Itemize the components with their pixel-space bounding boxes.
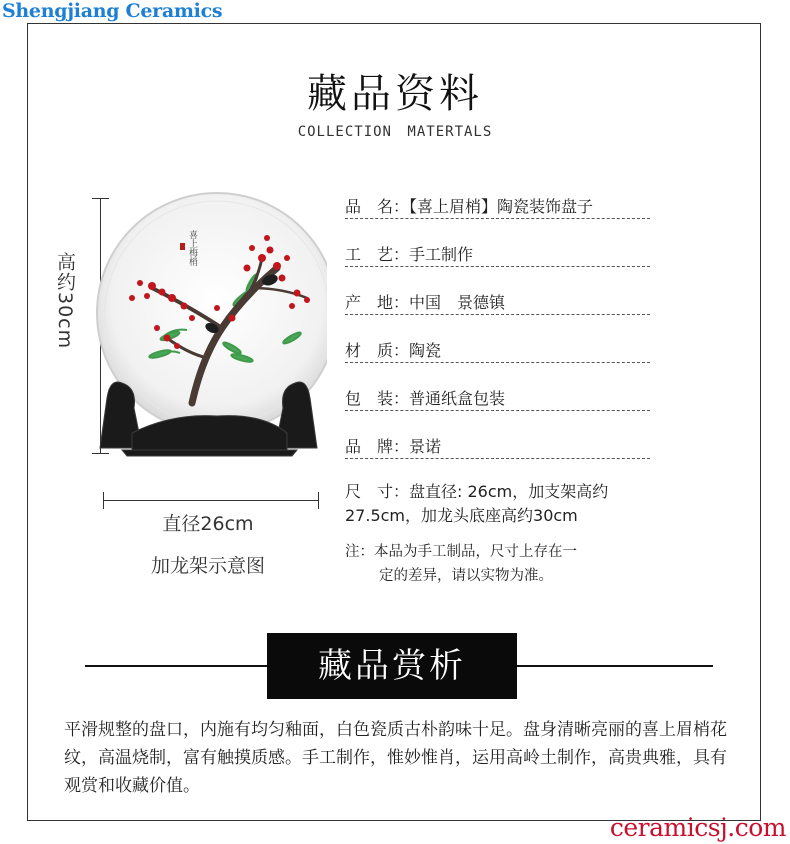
- spec-note-line2: 定的差异，请以实物为准。: [379, 568, 553, 584]
- spec-value: 景诺: [409, 437, 442, 456]
- spec-size: [345, 480, 675, 528]
- width-dimension-cap-left: [103, 492, 104, 509]
- page-subtitle: COLLECTION MATERTALS: [297, 124, 493, 140]
- spec-size-line1: 尺 寸：盘直径: 26cm，加支架高约: [345, 482, 609, 501]
- plate-seal: [180, 243, 185, 250]
- page-title: 藏品资料: [307, 71, 483, 117]
- spec-key: 产 地: [345, 293, 394, 312]
- plate-illustration: [92, 188, 327, 458]
- spec-note-line1: 注：本品为手工制品，尺寸上存在一: [345, 544, 577, 560]
- width-dimension-cap-right: [318, 492, 319, 509]
- spec-key: 品 名: [345, 197, 394, 216]
- spec-value: 普通纸盒包装: [409, 389, 506, 408]
- spec-key: 工 艺: [345, 245, 394, 264]
- watermark-top: Shengjiang Ceramics: [2, 0, 223, 22]
- spec-value: 手工制作: [409, 245, 474, 264]
- spec-row-craft: 工 艺：手工制作: [345, 242, 650, 267]
- description-text: 平滑规整的盘口，内施有均匀釉面，白色瓷质古朴韵味十足。盘身清晰亮丽的喜上眉梢花纹，高温烧制，富有触摸质感。手工制作，惟妙惟肖，运用高岭土制作，高贵典雅，具有观赏和收藏价值。: [64, 720, 727, 796]
- spec-key: 品 牌: [345, 437, 394, 456]
- section-banner: [267, 633, 517, 699]
- spec-value: 中国 景德镇: [409, 293, 506, 312]
- height-label: 高约30cm: [54, 252, 76, 350]
- section-title: 藏品赏析: [318, 646, 466, 686]
- spec-row-brand: 品 牌：景诺: [345, 434, 650, 459]
- spec-row-material: 材 质：陶瓷: [345, 338, 650, 363]
- spec-row-name: 品 名：【喜上眉梢】陶瓷装饰盘子: [345, 194, 650, 219]
- width-label: 直径26cm: [162, 513, 254, 535]
- spec-key: 包 装: [345, 389, 394, 408]
- plate-inscription: 喜上梅梢: [187, 230, 197, 266]
- spec-row-packaging: 包 装：普通纸盒包装: [345, 386, 650, 411]
- width-dimension-line: [103, 500, 318, 501]
- watermark-bottom: ceramicsj.com: [609, 813, 786, 842]
- spec-note: [345, 540, 645, 588]
- spec-size-line2: 27.5cm，加龙头底座高约30cm: [345, 506, 578, 525]
- spec-value: 陶瓷: [409, 341, 442, 360]
- spec-value: 【喜上眉梢】陶瓷装饰盘子: [409, 197, 594, 216]
- spec-row-origin: 产 地：中国 景德镇: [345, 290, 650, 315]
- spec-key: 材 质: [345, 341, 394, 360]
- stand-caption: 加龙架示意图: [150, 555, 265, 577]
